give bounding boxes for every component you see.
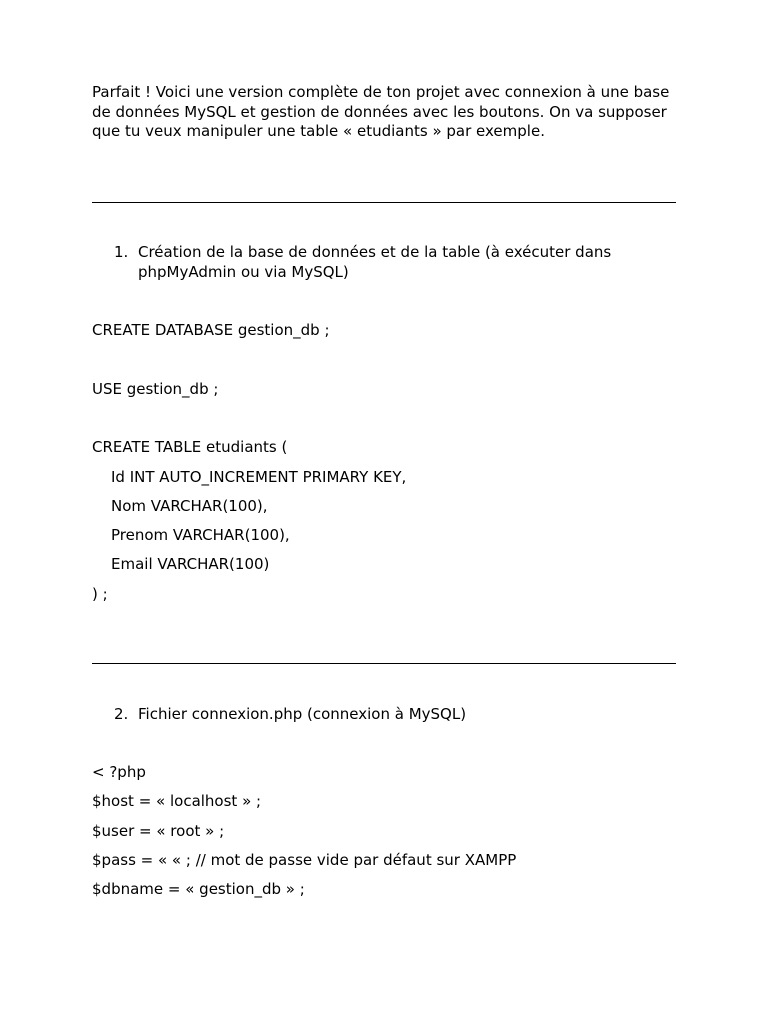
code-line: CREATE TABLE etudiants ( <box>92 438 288 456</box>
code-line: ) ; <box>92 585 108 603</box>
code-line: Prenom VARCHAR(100), <box>111 526 290 544</box>
code-line: CREATE DATABASE gestion_db ; <box>92 321 330 339</box>
code-line: $dbname = « gestion_db » ; <box>92 880 305 898</box>
document-page <box>92 0 676 1024</box>
section-1-heading <box>92 243 676 282</box>
code-line: Id INT AUTO_INCREMENT PRIMARY KEY, <box>111 468 407 486</box>
section-1-title: Création de la base de données et de la table (à exécuter dans phpMyAdmin ou via MySQL) <box>138 243 612 281</box>
horizontal-divider <box>92 202 676 203</box>
section-2-number: 2. <box>114 705 129 723</box>
section-2-title: Fichier connexion.php (connexion à MySQL) <box>138 705 467 723</box>
code-line: $pass = « « ; // mot de passe vide par défaut sur XAMPP <box>92 851 517 869</box>
section-1-number: 1. <box>114 243 129 261</box>
code-line: < ?php <box>92 763 146 781</box>
code-line: USE gestion_db ; <box>92 380 219 398</box>
code-line: $host = « localhost » ; <box>92 792 262 810</box>
horizontal-divider <box>92 663 676 664</box>
code-line: Email VARCHAR(100) <box>111 555 270 573</box>
code-line: Nom VARCHAR(100), <box>111 497 268 515</box>
intro-paragraph: Parfait ! Voici une version complète de ton projet avec connexion à une base de données MySQL et gestion de données avec les boutons. On va supposer que tu veux manipuler une table « etudiants » par exemple. <box>92 83 670 140</box>
section-2-heading <box>92 705 676 725</box>
code-line: $user = « root » ; <box>92 822 225 840</box>
